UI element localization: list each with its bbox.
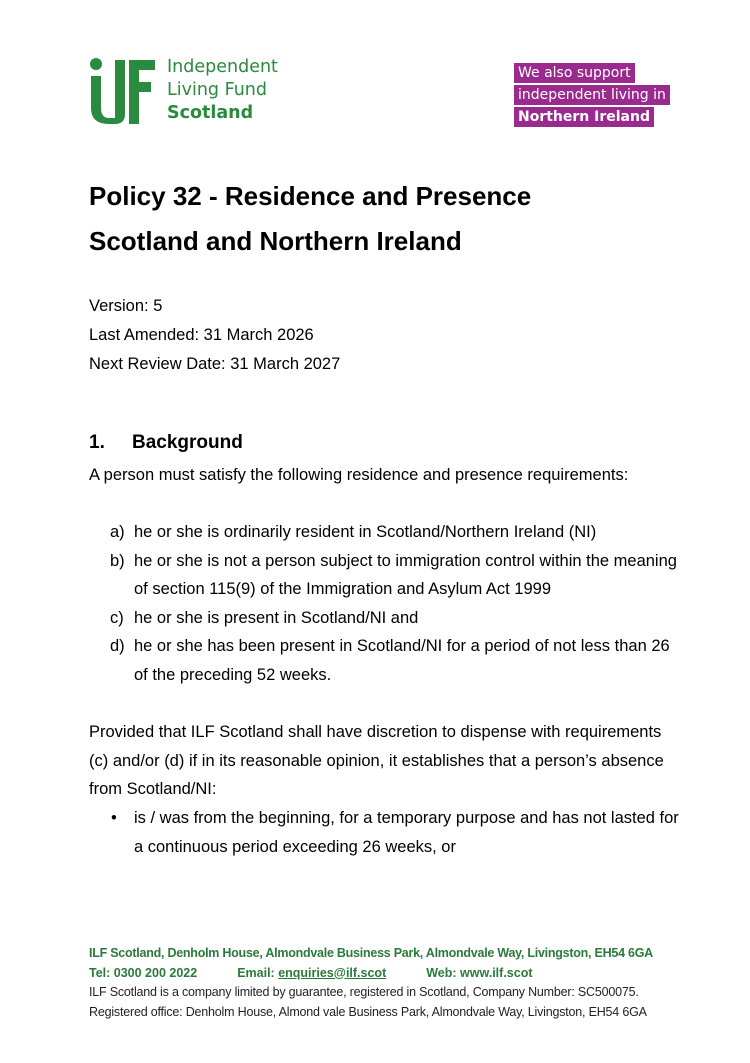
- requirements-list: [89, 518, 679, 689]
- list-marker: d): [110, 637, 125, 655]
- document-meta: [89, 292, 340, 379]
- next-review-text: Next Review Date: 31 March 2027: [89, 355, 341, 373]
- bullet-icon: •: [111, 809, 117, 827]
- title-line-1: Policy 32 - Residence and Presence: [89, 181, 532, 211]
- footer-email-label: Email:: [237, 965, 275, 980]
- absence-bullet-list: [89, 804, 679, 861]
- badge-line-3: Northern Ireland: [514, 107, 654, 127]
- last-amended-text: Last Amended: 31 March 2026: [89, 326, 314, 344]
- badge-line-2: independent living in: [514, 85, 670, 105]
- version-text: Version: 5: [89, 297, 163, 315]
- title-line-2: Scotland and Northern Ireland: [89, 226, 462, 256]
- ilf-scotland-logo: [89, 56, 309, 124]
- footer-email-link[interactable]: enquiries@ilf.scot: [278, 965, 387, 980]
- list-item-text: he or she has been present in Scotland/NI for a period of not less than 26 of the preceding 52 weeks.: [134, 637, 670, 684]
- list-item: [89, 547, 679, 604]
- list-item: [89, 804, 679, 861]
- footer-address: ILF Scotland, Denholm House, Almondvale Business Park, Almondvale Way, Livingston, EH54 6GA: [89, 946, 653, 960]
- section-number: 1.: [89, 432, 105, 453]
- list-item: [89, 604, 679, 633]
- list-item-text: he or she is not a person subject to immigration control within the meaning of section 115(9) of the Immigration and Asylum Act 1999: [134, 551, 677, 598]
- intro-paragraph: A person must satisfy the following residence and presence requirements:: [89, 466, 629, 484]
- list-marker: a): [110, 523, 125, 541]
- logo-wordmark: [167, 56, 278, 125]
- badge-line-1: We also support: [514, 63, 635, 83]
- list-item: [89, 632, 679, 689]
- list-marker: c): [110, 608, 124, 627]
- footer-web[interactable]: Web: www.ilf.scot: [426, 965, 533, 980]
- logo-line-1: Independent: [167, 57, 278, 77]
- logo-line-2: Living Fund: [167, 80, 267, 100]
- page-footer: [89, 944, 709, 1022]
- section-title: Background: [132, 432, 243, 453]
- ilf-logo-mark-icon: [89, 56, 161, 124]
- proviso-paragraph: Provided that ILF Scotland shall have discretion to dispense with requirements (c) and/or (d) if in its reasonable opinion, it establishes that a person’s absence from Scotland/NI:: [89, 723, 664, 798]
- list-marker: b): [110, 551, 125, 570]
- list-item-text: he or she is ordinarily resident in Scotland/Northern Ireland (NI): [134, 523, 597, 541]
- list-item-text: is / was from the beginning, for a temporary purpose and has not lasted for a continuous period exceeding 26 weeks, or: [134, 809, 679, 856]
- page-title: [89, 174, 709, 264]
- list-item-text: he or she is present in Scotland/NI and: [134, 608, 419, 627]
- footer-company-info: ILF Scotland is a company limited by guarantee, registered in Scotland, Company Number: SC500075.: [89, 985, 639, 999]
- footer-contact: [89, 964, 709, 984]
- footer-registered-office: Registered office: Denholm House, Almond vale Business Park, Almondvale Way, Livingston, EH54 6GA: [89, 1004, 647, 1019]
- footer-tel: Tel: 0300 200 2022: [89, 965, 198, 980]
- logo-line-3: Scotland: [167, 103, 254, 123]
- northern-ireland-badge: [514, 63, 670, 129]
- section-heading: [89, 430, 243, 456]
- list-item: [89, 518, 679, 547]
